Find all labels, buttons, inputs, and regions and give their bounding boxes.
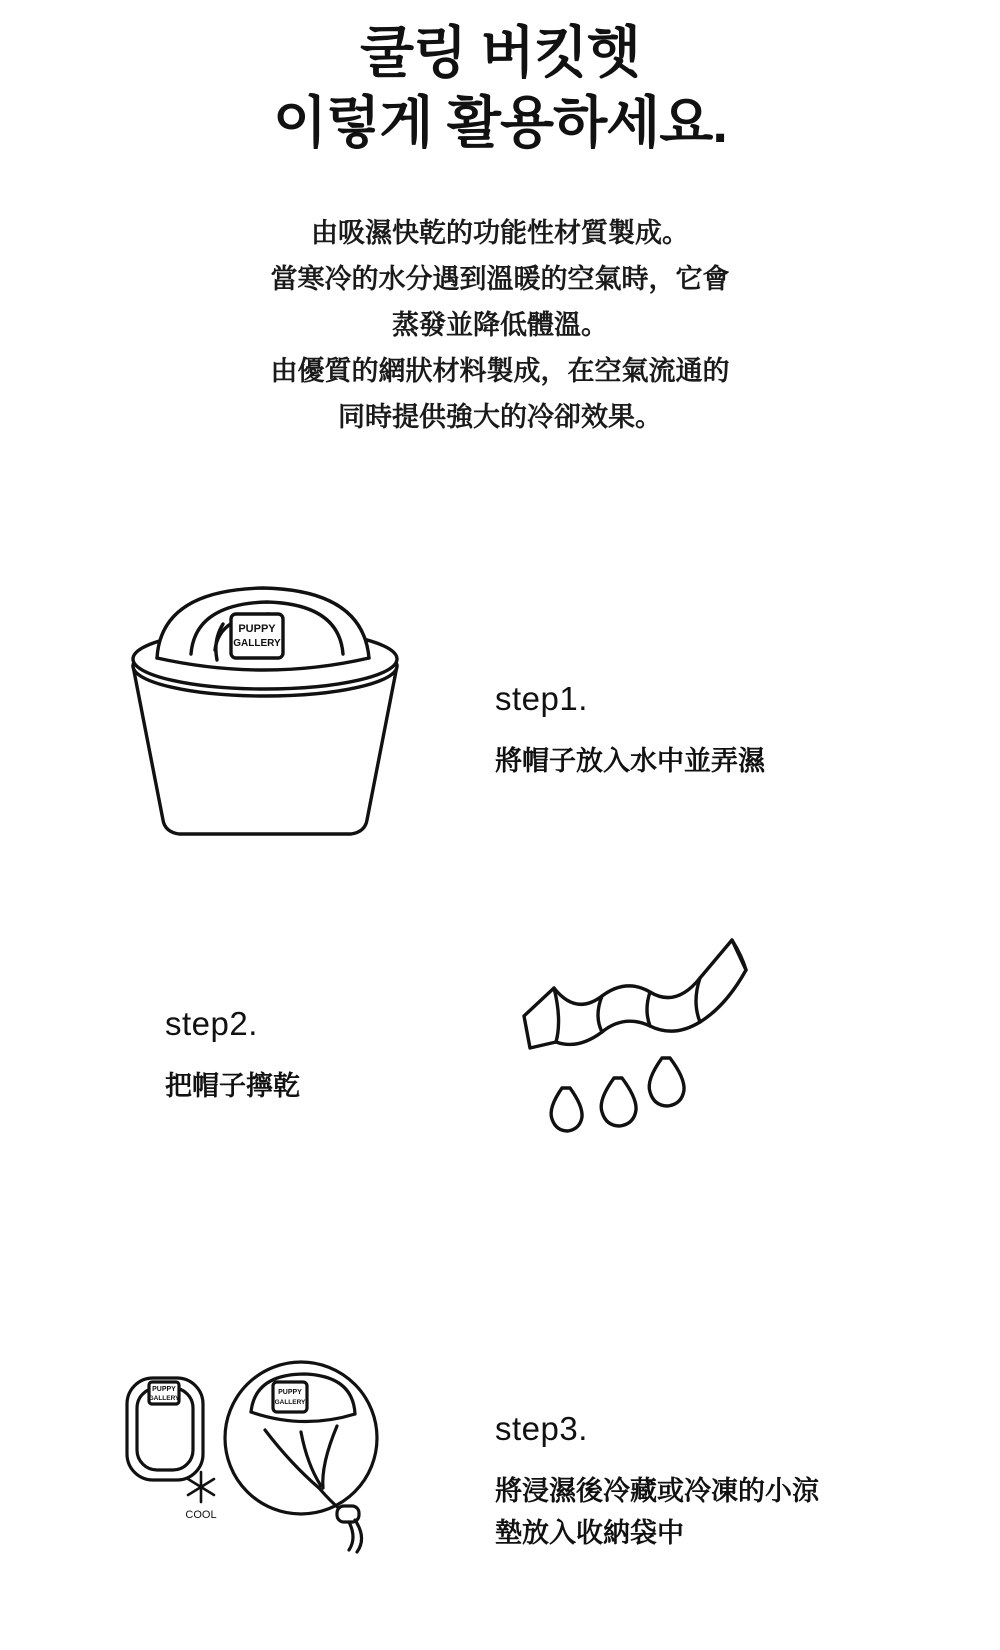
- hat-tag-text-line-2: GALLERY: [233, 638, 281, 649]
- page-title-line-2: 이렇게 활용하세요.: [273, 91, 727, 154]
- pad-cool-label: COOL: [185, 1509, 217, 1521]
- description-line-4: 由優質的網狀材料製成，在空氣流通的: [270, 356, 730, 386]
- step-1-description: 將帽子放入水中並弄濕: [495, 746, 765, 776]
- step-1: [0, 590, 1000, 890]
- page-header: [0, 0, 1000, 158]
- step-3-text: [495, 1410, 819, 1554]
- steps-section: [0, 590, 1000, 1650]
- step-2-label: step2.: [165, 1005, 258, 1042]
- intro-description: [0, 210, 1000, 440]
- page-title-line-1: 쿨링 버킷햇: [359, 21, 641, 84]
- step-3-description-line-1: 將浸濕後冷藏或冷凍的小涼: [495, 1476, 819, 1506]
- description-line-2: 當寒冷的水分遇到溫暖的空氣時，它會: [270, 264, 730, 294]
- hat-tag-text-line-1: PUPPY: [238, 623, 276, 635]
- step-1-label: step1.: [495, 680, 588, 717]
- step-3-label: step3.: [495, 1410, 588, 1447]
- step-1-text: [495, 680, 765, 782]
- pad-tag-text-line-2: GALLERY: [148, 1395, 180, 1402]
- step-3: [0, 1350, 1000, 1650]
- step-2-text: [165, 1005, 300, 1107]
- cooling-pad-and-pouch-illustration: [105, 1360, 465, 1590]
- bucket-hat-in-water-illustration: [95, 570, 435, 850]
- description-line-5: 同時提供強大的冷卻效果。: [338, 402, 662, 432]
- svg-text:GALLERY: GALLERY: [274, 1399, 306, 1406]
- step-2: [0, 950, 1000, 1250]
- description-line-1: 由吸濕快乾的功能性材質製成。: [311, 218, 689, 248]
- svg-text:PUPPY: PUPPY: [278, 1389, 302, 1396]
- wringing-hat-with-drops-illustration: [510, 930, 770, 1180]
- pad-tag-text-line-1: PUPPY: [152, 1386, 176, 1393]
- step-3-description-line-2: 墊放入收納袋中: [495, 1518, 684, 1548]
- description-line-3: 蒸發並降低體溫。: [392, 310, 608, 340]
- step-2-description: 把帽子擰乾: [165, 1071, 300, 1101]
